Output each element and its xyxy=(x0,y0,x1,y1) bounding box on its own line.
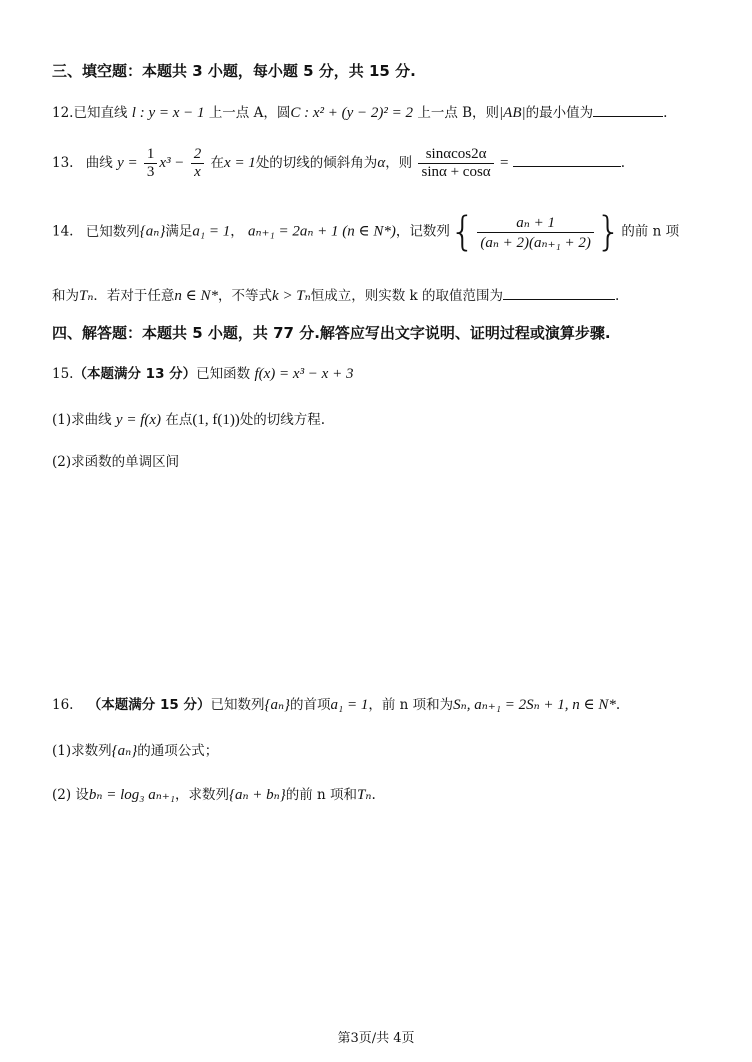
q16-p2-text-2: ，求数列 xyxy=(174,787,229,803)
q15-p1-expr: y = f(x) xyxy=(115,412,162,428)
q13-alpha: α xyxy=(377,155,386,171)
q14-frac-den: (aₙ + 2)(aₙ₊₁ + 2) xyxy=(477,232,594,252)
q13-f1-den: 3 xyxy=(144,163,158,181)
q12-answer-blank[interactable] xyxy=(593,116,663,117)
q13-curve-lhs: y = xyxy=(117,155,138,171)
q16-init: a₁ = 1 xyxy=(330,697,369,713)
q14-seq: {aₙ} xyxy=(139,223,166,240)
q14-text-1: 已知数列 xyxy=(85,223,140,240)
q14-ineq: k > Tₙ xyxy=(272,288,311,304)
q15-p1-label: (1) xyxy=(52,412,72,428)
q14-fraction xyxy=(477,213,594,252)
q13-text-4: ，则 xyxy=(385,155,413,171)
q14-text-5: 的前 n 项 xyxy=(621,223,680,240)
q15-p2-text-1: 求函数的单调区间 xyxy=(71,454,180,470)
q13-f1-num: 1 xyxy=(146,146,155,162)
q13-answer-blank[interactable] xyxy=(513,166,621,167)
q15-number: 15. xyxy=(52,366,74,382)
q13-fraction-1 xyxy=(144,146,158,181)
q14-recur: aₙ₊₁ = 2aₙ + 1 (n ∈ N*) xyxy=(248,223,396,240)
q14-cond: n ∈ N* xyxy=(174,288,219,304)
q16-p1-seq: {aₙ} xyxy=(111,743,138,759)
question-14 xyxy=(52,209,680,255)
q13-fraction-3 xyxy=(418,146,493,181)
q14-line2-text-3: ，不等式 xyxy=(218,288,273,304)
q14-text-4: ，记数列 xyxy=(395,223,450,240)
q15-func: f(x) = x³ − x + 3 xyxy=(254,366,354,382)
q12-abs-expr: |AB| xyxy=(499,105,526,121)
q15-text-1: 已知函数 xyxy=(196,366,251,382)
q16-text-3: ，前 n 项和为 xyxy=(368,697,454,713)
page-footer: 第3页/共 4页 xyxy=(337,1031,415,1046)
question-16 xyxy=(52,693,620,714)
q15-p1-text-2: 在点 xyxy=(165,412,193,428)
section-3-header: 三、填空题：本题共 3 小题，每小题 5 分，共 15 分. xyxy=(52,62,416,80)
q15-p1-text-1: 求曲线 xyxy=(71,412,112,428)
q14-Tn: Tₙ xyxy=(79,288,94,304)
q12-text-3: 上一点 B，则 xyxy=(417,105,500,121)
q13-point: x = 1 xyxy=(224,155,256,171)
q14-number: 14. xyxy=(52,223,74,240)
q15-p2-label: (2) xyxy=(52,454,72,470)
q16-part-2 xyxy=(52,783,376,804)
q16-cond: Sₙ, aₙ₊₁ = 2Sₙ + 1, n ∈ N* xyxy=(453,697,616,713)
q13-text-3: 处的切线的倾斜角为 xyxy=(255,155,378,171)
q12-text-1: 已知直线 xyxy=(73,105,128,121)
q16-p2-text-1: 设 xyxy=(75,787,89,803)
section-4-header: 四、解答题：本题共 5 小题，共 77 分.解答应写出文字说明、证明过程或演算步骤. xyxy=(52,324,611,342)
q16-p1-text-1: 求数列 xyxy=(71,743,112,759)
q16-part-1 xyxy=(52,739,218,760)
q12-number: 12. xyxy=(52,105,74,121)
q14-line2-text-2: ．若对于任意 xyxy=(93,288,175,304)
q16-text-2: 的首项 xyxy=(290,697,331,713)
q13-equals: = xyxy=(499,155,509,171)
q15-score: （本题满分 13 分） xyxy=(73,366,197,382)
q14-text-3: ， xyxy=(230,223,244,240)
q15-p1-point: (1, f(1)) xyxy=(192,412,240,428)
q12-tail: . xyxy=(663,105,668,121)
question-15 xyxy=(52,362,353,383)
q14-line2-text-1: 和为 xyxy=(52,288,79,304)
q16-p2-seq: {aₙ + bₙ} xyxy=(228,787,286,803)
q13-curve-mid: x³ − xyxy=(159,155,185,171)
q14-text-2: 满足 xyxy=(165,223,193,240)
q16-text-1: 已知数列 xyxy=(210,697,265,713)
q15-part-2 xyxy=(52,450,179,470)
q16-score: （本题满分 15 分） xyxy=(87,697,211,713)
q16-p2-text-3: 的前 n 项和 xyxy=(285,787,358,803)
question-12 xyxy=(52,101,667,122)
q15-p1-text-3: 处的切线方程. xyxy=(239,412,326,428)
q14-frac-num: aₙ + 1 xyxy=(516,214,555,231)
q13-fraction-2 xyxy=(191,146,205,181)
q12-text-2: 上一点 A，圆 xyxy=(208,105,291,121)
q14-init: a₁ = 1 xyxy=(192,223,231,240)
q13-f2-den: x xyxy=(191,163,205,181)
q16-seq: {aₙ} xyxy=(264,697,291,713)
q14-tail: . xyxy=(615,288,620,304)
q13-number: 13. xyxy=(52,155,74,171)
q12-text-4: 的最小值为 xyxy=(525,105,594,121)
q12-circle-expr: C : x² + (y − 2)² = 2 xyxy=(290,105,414,121)
q16-p2-Tn: Tₙ xyxy=(357,787,372,803)
q16-number: 16. xyxy=(52,697,74,713)
q13-text-2: 在 xyxy=(210,155,225,171)
q16-p2-def: bₙ = log₃ aₙ₊₁ xyxy=(88,787,175,803)
q13-tail: . xyxy=(620,155,626,171)
q14-left-brace: { xyxy=(449,209,476,255)
q12-line-expr: l : y = x − 1 xyxy=(131,105,205,121)
q14-right-brace: } xyxy=(595,209,622,255)
q13-f3-den: sinα + cosα xyxy=(418,163,493,181)
q16-p2-tail: . xyxy=(371,787,376,803)
q13-f3-num: sinαcos2α xyxy=(425,146,487,162)
question-13 xyxy=(52,146,625,181)
question-14-line-2 xyxy=(52,284,619,305)
q16-p2-label: (2) xyxy=(52,787,72,803)
q16-p1-text-2: 的通项公式； xyxy=(137,743,219,759)
q15-part-1 xyxy=(52,408,325,429)
q16-tail: . xyxy=(615,697,621,713)
q16-p1-label: (1) xyxy=(52,743,72,759)
q14-line2-text-4: 恒成立，则实数 k 的取值范围为 xyxy=(310,288,503,304)
q13-f2-num: 2 xyxy=(193,146,202,162)
q13-text-1: 曲线 xyxy=(85,155,113,171)
q14-answer-blank[interactable] xyxy=(503,299,615,300)
